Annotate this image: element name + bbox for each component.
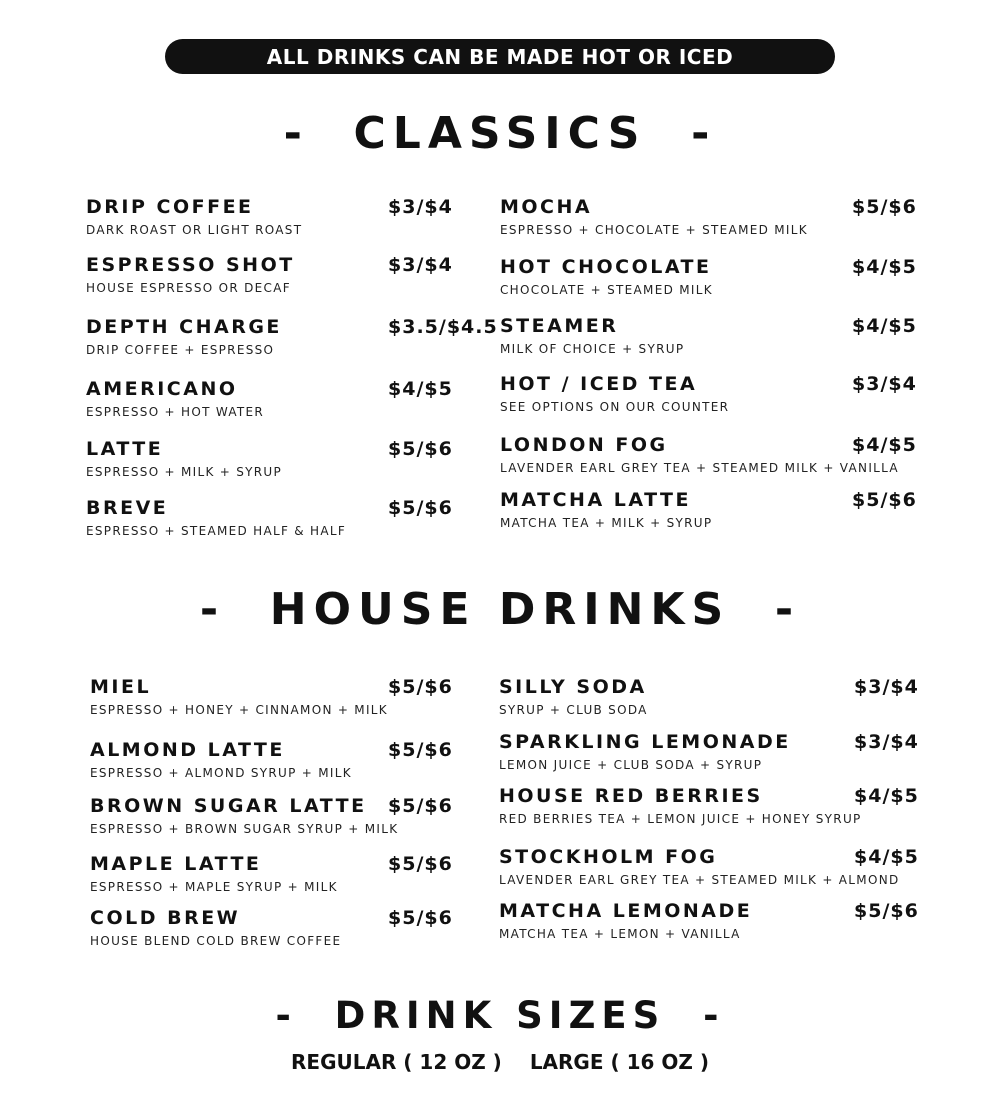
menu-item-name: HOT CHOCOLATE <box>500 256 712 278</box>
menu-item-description: LAVENDER EARL GREY TEA + STEAMED MILK + ALMOND <box>499 873 900 887</box>
menu-item-description: ESPRESSO + MAPLE SYRUP + MILK <box>90 880 338 894</box>
menu-item-description: MATCHA TEA + MILK + SYRUP <box>500 516 713 530</box>
menu-item-price: $5/$6 <box>388 795 453 817</box>
menu-item-name: SILLY SODA <box>499 676 647 698</box>
menu-item-name: BREVE <box>86 497 169 519</box>
menu-item-price: $5/$6 <box>852 196 917 218</box>
menu-item-description: MATCHA TEA + LEMON + VANILLA <box>499 927 741 941</box>
menu-item-name: BROWN SUGAR LATTE <box>90 795 367 817</box>
drink-sizes-title-text: DRINK SIZES <box>334 994 666 1037</box>
menu-item-description: HOUSE BLEND COLD BREW COFFEE <box>90 934 342 948</box>
menu-item-description: ESPRESSO + MILK + SYRUP <box>86 465 283 479</box>
classics-title-text: CLASSICS <box>353 108 647 159</box>
menu-item-price: $5/$6 <box>388 853 453 875</box>
menu-item-description: ESPRESSO + HONEY + CINNAMON + MILK <box>90 703 388 717</box>
menu-item-price: $3/$4 <box>388 196 453 218</box>
size-regular: REGULAR ( 12 OZ ) <box>291 1050 502 1074</box>
menu-item-price: $4/$5 <box>852 256 917 278</box>
menu-item-description: SEE OPTIONS ON OUR COUNTER <box>500 400 730 414</box>
menu-item-price: $5/$6 <box>388 907 453 929</box>
menu-item-name: MATCHA LEMONADE <box>499 900 753 922</box>
menu-item-price: $3/$4 <box>854 731 919 753</box>
drink-sizes-row <box>0 1050 1000 1074</box>
menu-item-name: DRIP COFFEE <box>86 196 254 218</box>
house-drinks-title: - HOUSE DRINKS - <box>199 584 801 635</box>
house-drinks-title-text: HOUSE DRINKS <box>269 584 731 635</box>
size-large: LARGE ( 16 OZ ) <box>529 1050 709 1074</box>
menu-item-price: $3.5/$4.5 <box>388 316 498 338</box>
menu-item-name: ALMOND LATTE <box>90 739 285 761</box>
menu-item-name: MATCHA LATTE <box>500 489 691 511</box>
menu-item-description: ESPRESSO + ALMOND SYRUP + MILK <box>90 766 352 780</box>
menu-item-price: $5/$6 <box>388 438 453 460</box>
menu-item-name: SPARKLING LEMONADE <box>499 731 791 753</box>
menu-item-description: LEMON JUICE + CLUB SODA + SYRUP <box>499 758 763 772</box>
menu-item-description: HOUSE ESPRESSO OR DECAF <box>86 281 291 295</box>
menu-item-name: STOCKHOLM FOG <box>499 846 718 868</box>
menu-item-price: $5/$6 <box>388 497 453 519</box>
menu-item-price: $5/$6 <box>388 739 453 761</box>
menu-item-name: AMERICANO <box>86 378 238 400</box>
menu-item-name: LATTE <box>86 438 164 460</box>
menu-item-description: ESPRESSO + CHOCOLATE + STEAMED MILK <box>500 223 808 237</box>
menu-item-description: ESPRESSO + HOT WATER <box>86 405 265 419</box>
menu-item-description: MILK OF CHOICE + SYRUP <box>500 342 685 356</box>
menu-item-price: $5/$6 <box>852 489 917 511</box>
menu-item-description: RED BERRIES TEA + LEMON JUICE + HONEY SYRUP <box>499 812 862 826</box>
menu-item-description: LAVENDER EARL GREY TEA + STEAMED MILK + VANILLA <box>500 461 899 475</box>
menu-item-price: $4/$5 <box>854 846 919 868</box>
menu-item-name: STEAMER <box>500 315 619 337</box>
menu-item-name: MOCHA <box>500 196 593 218</box>
menu-item-description: ESPRESSO + BROWN SUGAR SYRUP + MILK <box>90 822 399 836</box>
classics-title: - CLASSICS - <box>283 108 717 159</box>
menu-item-name: COLD BREW <box>90 907 241 929</box>
hot-or-iced-banner: ALL DRINKS CAN BE MADE HOT OR ICED <box>165 39 835 74</box>
menu-item-price: $4/$5 <box>852 315 917 337</box>
menu-item-price: $5/$6 <box>854 900 919 922</box>
menu-item-price: $5/$6 <box>388 676 453 698</box>
menu-item-name: HOT / ICED TEA <box>500 373 698 395</box>
menu-item-price: $4/$5 <box>854 785 919 807</box>
menu-item-description: DRIP COFFEE + ESPRESSO <box>86 343 275 357</box>
menu-item-price: $3/$4 <box>854 676 919 698</box>
menu-item-name: DEPTH CHARGE <box>86 316 282 338</box>
menu-item-description: SYRUP + CLUB SODA <box>499 703 648 717</box>
menu-item-price: $3/$4 <box>852 373 917 395</box>
menu-item-name: MIEL <box>90 676 152 698</box>
menu-item-description: ESPRESSO + STEAMED HALF & HALF <box>86 524 347 538</box>
menu-item-name: MAPLE LATTE <box>90 853 262 875</box>
menu-item-price: $3/$4 <box>388 254 453 276</box>
drink-sizes-title: - DRINK SIZES - <box>275 994 725 1037</box>
menu-item-price: $4/$5 <box>852 434 917 456</box>
menu-item-price: $4/$5 <box>388 378 453 400</box>
menu-item-name: LONDON FOG <box>500 434 668 456</box>
menu-item-description: DARK ROAST OR LIGHT ROAST <box>86 223 303 237</box>
menu-item-name: HOUSE RED BERRIES <box>499 785 763 807</box>
menu-item-name: ESPRESSO SHOT <box>86 254 295 276</box>
menu-item-description: CHOCOLATE + STEAMED MILK <box>500 283 713 297</box>
